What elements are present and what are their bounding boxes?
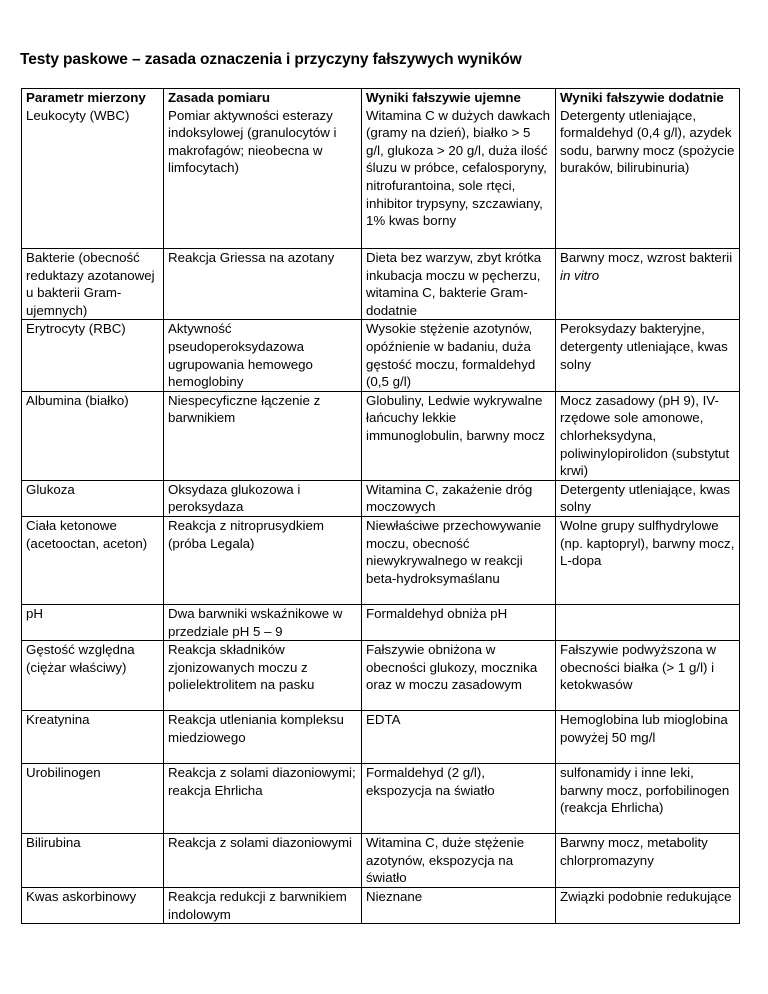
cell-principle: Reakcja z nitroprusydkiem (próba Legala) (164, 517, 362, 605)
table-row (22, 605, 740, 641)
cell-false-negative: Witamina C, duże stężenie azotynów, ekspozycja na światło (362, 834, 556, 888)
cell-parameter: Kreatynina (22, 711, 164, 764)
table-row (22, 480, 740, 516)
cell-false-positive: Barwny mocz, metabolity chlorpromazyny (556, 834, 740, 888)
cell-false-negative: Witamina C, zakażenie dróg moczowych (362, 480, 556, 516)
cell-principle: Pomiar aktywności esterazy indoksylowej (granulocytów i makrofagów; nieobecna w limfocytach) (164, 107, 362, 249)
dipstick-table (21, 88, 740, 924)
table-row (22, 107, 740, 249)
cell-false-positive: Związki podobnie redukujące (556, 887, 740, 923)
cell-false-positive (556, 605, 740, 641)
cell-principle: Reakcja z solami diazoniowymi (164, 834, 362, 888)
cell-false-positive: Hemoglobina lub mioglobina powyżej 50 mg/l (556, 711, 740, 764)
table-row (22, 641, 740, 711)
header-principle: Zasada pomiaru (164, 89, 362, 107)
cell-principle: Reakcja redukcji z barwnikiem indolowym (164, 887, 362, 923)
false-positive-text: Barwny mocz, wzrost bakterii (560, 250, 733, 266)
cell-parameter: Leukocyty (WBC) (22, 107, 164, 249)
cell-parameter: Kwas askorbinowy (22, 887, 164, 923)
header-false-positive: Wyniki fałszywie dodatnie (556, 89, 740, 107)
cell-parameter: Bilirubina (22, 834, 164, 888)
cell-principle: Dwa barwniki wskaźnikowe w przedziale pH 5 – 9 (164, 605, 362, 641)
cell-false-negative: EDTA (362, 711, 556, 764)
cell-false-positive: Detergenty utleniające, formaldehyd (0,4 g/l), azydek sodu, barwny mocz (spożycie buraków, bilirubinuria) (556, 107, 740, 249)
table-row (22, 834, 740, 888)
table-row (22, 764, 740, 834)
header-false-negative: Wyniki fałszywie ujemne (362, 89, 556, 107)
cell-false-positive: Peroksydazy bakteryjne, detergenty utleniające, kwas solny (556, 320, 740, 391)
header-parameter: Parametr mierzony (22, 89, 164, 107)
cell-principle: Niespecyficzne łączenie z barwnikiem (164, 391, 362, 480)
cell-false-positive (556, 249, 740, 320)
cell-parameter: Erytrocyty (RBC) (22, 320, 164, 391)
table-header-row (22, 89, 740, 107)
cell-parameter: Bakterie (obecność reduktazy azotanowej u bakterii Gram-ujemnych) (22, 249, 164, 320)
table-row (22, 391, 740, 480)
cell-false-negative: Fałszywie obniżona w obecności glukozy, mocznika oraz w moczu zasadowym (362, 641, 556, 711)
table-row (22, 249, 740, 320)
cell-false-negative: Globuliny, Ledwie wykrywalne łańcuchy lekkie immunoglobulin, barwny mocz (362, 391, 556, 480)
cell-false-positive: Fałszywie podwyższona w obecności białka (> 1 g/l) i ketokwasów (556, 641, 740, 711)
cell-false-positive: Detergenty utleniające, kwas solny (556, 480, 740, 516)
cell-parameter: Albumina (białko) (22, 391, 164, 480)
cell-false-positive: Mocz zasadowy (pH 9), IV-rzędowe sole amonowe, chlorheksydyna, poliwinylopirolidon (substytut krwi) (556, 391, 740, 480)
cell-parameter: Glukoza (22, 480, 164, 516)
cell-parameter: Gęstość względna (ciężar właściwy) (22, 641, 164, 711)
cell-false-negative: Niewłaściwe przechowywanie moczu, obecność niewykrywalnego w reakcji beta-hydroksymaślanu (362, 517, 556, 605)
cell-principle: Reakcja z solami diazoniowymi; reakcja Ehrlicha (164, 764, 362, 834)
cell-false-negative: Nieznane (362, 887, 556, 923)
table-row (22, 711, 740, 764)
cell-principle: Aktywność pseudoperoksydazowa ugrupowania hemowego hemoglobiny (164, 320, 362, 391)
cell-false-negative: Formaldehyd obniża pH (362, 605, 556, 641)
false-positive-italic: in vitro (560, 267, 600, 283)
cell-false-positive: sulfonamidy i inne leki, barwny mocz, porfobilinogen (reakcja Ehrlicha) (556, 764, 740, 834)
cell-parameter: Urobilinogen (22, 764, 164, 834)
cell-principle: Reakcja Griessa na azotany (164, 249, 362, 320)
cell-false-negative: Witamina C w dużych dawkach (gramy na dzień), białko > 5 g/l, glukoza > 20 g/l, duża ilość śluzu w próbce, cefalosporyny, nitrofurantoina, sole rtęci, inhibitor trypsyny, szczawiany, 1% kwas borny (362, 107, 556, 249)
document-title: Testy paskowe – zasada oznaczenia i przyczyny fałszywych wyników (20, 51, 522, 68)
table-row (22, 517, 740, 605)
cell-principle: Oksydaza glukozowa i peroksydaza (164, 480, 362, 516)
cell-principle: Reakcja utleniania kompleksu miedziowego (164, 711, 362, 764)
cell-false-positive: Wolne grupy sulfhydrylowe (np. kaptopryl), barwny mocz, L-dopa (556, 517, 740, 605)
cell-false-negative: Formaldehyd (2 g/l), ekspozycja na światło (362, 764, 556, 834)
cell-parameter: pH (22, 605, 164, 641)
table-row (22, 320, 740, 391)
cell-principle: Reakcja składników zjonizowanych moczu z polielektrolitem na pasku (164, 641, 362, 711)
cell-parameter: Ciała ketonowe (acetooctan, aceton) (22, 517, 164, 605)
table-row (22, 887, 740, 923)
cell-false-negative: Dieta bez warzyw, zbyt krótka inkubacja moczu w pęcherzu, witamina C, bakterie Gram-dodatnie (362, 249, 556, 320)
cell-false-negative: Wysokie stężenie azotynów, opóźnienie w badaniu, duża gęstość moczu, formaldehyd (0,5 g/l) (362, 320, 556, 391)
